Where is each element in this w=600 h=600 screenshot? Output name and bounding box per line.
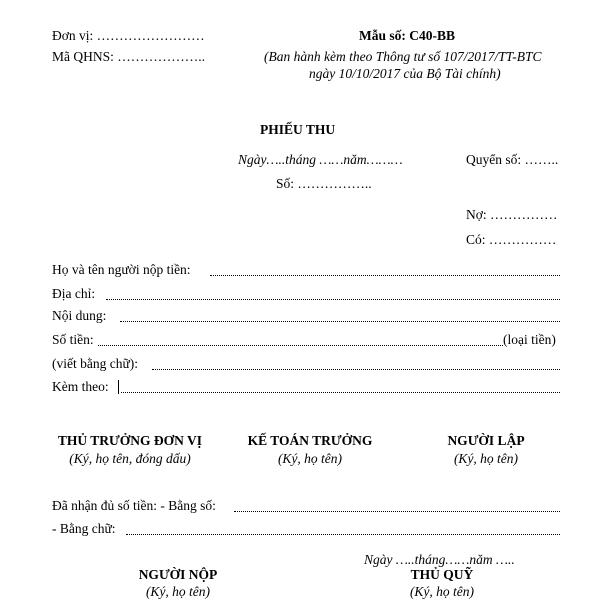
received-in-numbers-field[interactable]: [234, 510, 560, 512]
text-cursor: [118, 380, 119, 394]
page-title: PHIẾU THU: [260, 122, 336, 137]
signer-chief-accountant-note: (Ký, họ tên): [277, 451, 343, 466]
credit-account: Có: ……………: [466, 232, 557, 247]
address-label: Địa chỉ:: [52, 286, 96, 301]
book-number: Quyển số: ……..: [466, 152, 559, 167]
signer-preparer-title: NGƯỜI LẬP: [447, 433, 525, 448]
amount-label: Số tiền:: [52, 332, 94, 347]
signer-cashier-title: THỦ QUỸ: [410, 567, 474, 582]
signer-payer-title: NGƯỜI NỘP: [138, 567, 218, 582]
payer-name-field[interactable]: [210, 274, 560, 276]
attached-field[interactable]: [121, 391, 560, 393]
bottom-date-line: Ngày …..tháng……năm …..: [364, 552, 515, 567]
qhns-label: Mã QHNS: ………………..: [52, 49, 206, 64]
content-field[interactable]: [120, 320, 560, 322]
document-number: Số: ……………..: [276, 176, 372, 191]
issued-note-line2: ngày 10/10/2017 của Bộ Tài chính): [309, 66, 501, 81]
issued-note-line1: (Ban hành kèm theo Thông tư số 107/2017/TT-BTC: [264, 49, 542, 64]
amount-field[interactable]: [98, 344, 503, 346]
amount-in-words-field[interactable]: [152, 368, 560, 370]
content-label: Nội dung:: [52, 308, 107, 323]
signer-head-of-unit-note: (Ký, họ tên, đóng dấu): [69, 451, 191, 466]
received-in-words-label: - Bằng chữ:: [52, 521, 116, 536]
signer-chief-accountant-title: KẾ TOÁN TRƯỞNG: [247, 433, 373, 448]
signer-cashier-note: (Ký, họ tên): [409, 584, 475, 599]
attached-label: Kèm theo:: [52, 379, 109, 394]
form-code: Mẫu số: C40-BB: [359, 28, 456, 43]
signer-preparer-note: (Ký, họ tên): [453, 451, 519, 466]
date-line: Ngày…..tháng ……năm………: [238, 152, 403, 167]
address-field[interactable]: [106, 298, 560, 300]
amount-in-words-label: (viết bằng chữ):: [52, 356, 139, 371]
payer-name-label: Họ và tên người nộp tiền:: [52, 262, 191, 277]
unit-label: Đơn vị: ……………………: [52, 28, 205, 43]
debit-account: Nợ: ……………: [466, 207, 558, 222]
signer-payer-note: (Ký, họ tên): [145, 584, 211, 599]
received-in-words-field[interactable]: [126, 533, 560, 535]
received-in-numbers-label: Đã nhận đủ số tiền: - Bằng số:: [52, 498, 216, 513]
signer-head-of-unit-title: THỦ TRƯỞNG ĐƠN VỊ: [57, 433, 203, 448]
currency-label: (loại tiền): [503, 332, 556, 347]
